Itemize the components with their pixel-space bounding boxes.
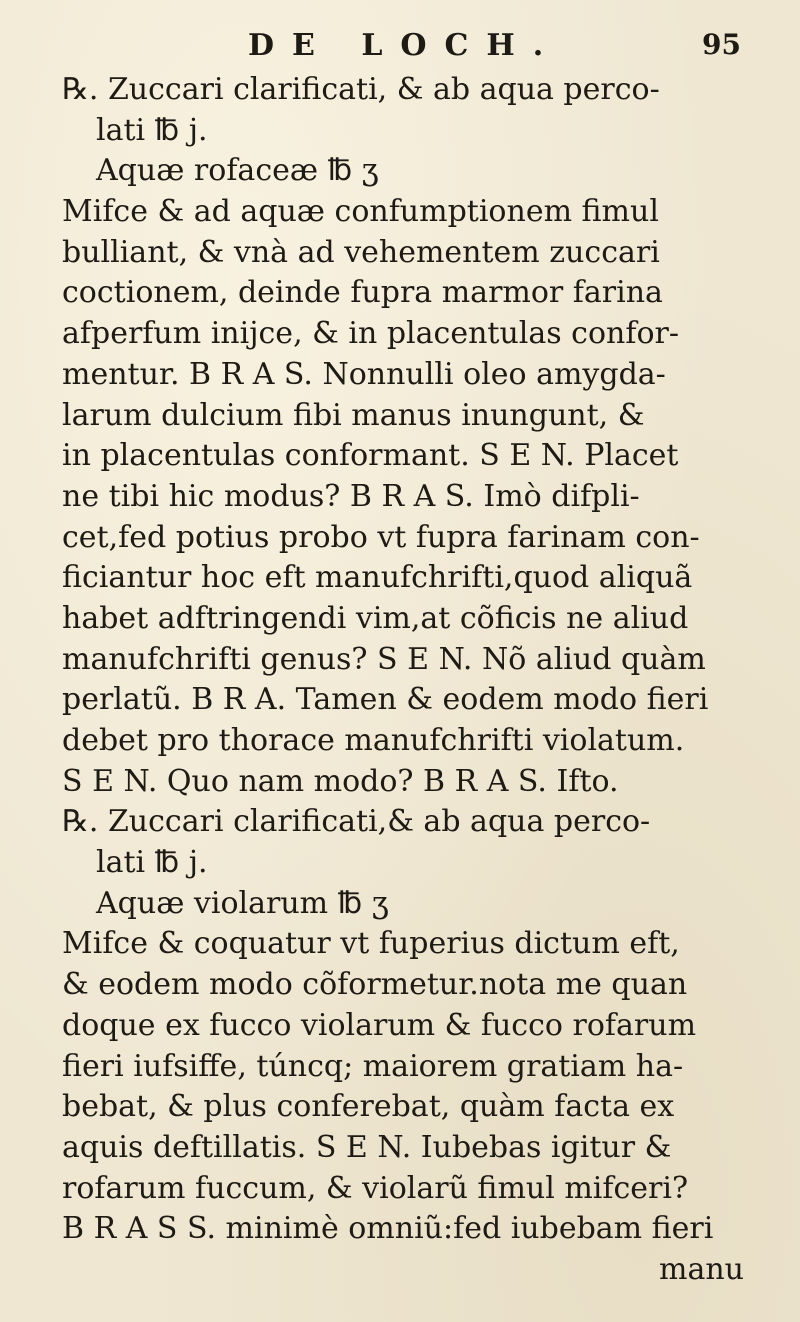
text-line: Aquæ violarum ℔ ʒ [96, 885, 389, 921]
text-line: aquis deftillatis. S E N. Iubebas igitur & [62, 1129, 672, 1165]
text-line: ficiantur hoc eft manufchrifti,quod aliquã [62, 560, 693, 596]
running-head [0, 28, 800, 68]
text-line: lati ℔ j. [96, 845, 208, 881]
text-line: Mifce & coquatur vt fuperius dictum eft, [62, 926, 680, 962]
text-line: debet pro thorace manufchrifti violatum. [62, 723, 685, 758]
text-line: habet adftringendi vim,at cõficis ne aliud [62, 600, 689, 636]
text-line: Aquæ rofaceæ ℔ ʒ [96, 153, 379, 189]
text-line: S E N. Quo nam modo? B R A S. Ifto. [62, 763, 619, 799]
body-text [62, 70, 774, 1291]
text-line: perlatũ. B R A. Tamen & eodem modo fieri [62, 682, 709, 718]
page-number: 95 [702, 28, 741, 61]
text-line: Mifce & ad aquæ confumptionem fimul [62, 194, 659, 230]
running-head-title: DE LOCH. [248, 28, 562, 63]
text-line: fieri iufsiffe, túncq; maiorem gratiam ha- [62, 1048, 684, 1084]
text-line: ne tibi hic modus? B R A S. Imò difpli- [62, 478, 640, 514]
text-line: B R A S S. minimè omniũ:fed iubebam fieri [62, 1211, 714, 1247]
text-line: in placentulas conformant. S E N. Placet [62, 438, 679, 474]
text-line: doque ex fucco violarum & fucco rofarum [62, 1007, 697, 1043]
text-line: ℞. Zuccari clarificati, & ab aqua perco- [62, 72, 660, 107]
text-line: larum dulcium fibi manus inungunt, & [62, 397, 645, 433]
text-line: lati ℔ j. [96, 112, 208, 148]
catchword: manu [659, 1251, 744, 1287]
text-line: bulliant, & vnà ad vehementem zuccari [62, 234, 660, 270]
text-line: afperfum inijce, & in placentulas confor- [62, 316, 680, 352]
text-line: cet,fed potius probo vt fupra farinam con- [62, 519, 700, 555]
text-line: coctionem, deinde fupra marmor farina [62, 275, 663, 311]
text-line: & eodem modo cõformetur.nota me quan [62, 967, 688, 1003]
text-line: ℞. Zuccari clarificati,& ab aqua perco- [62, 804, 651, 840]
text-line: rofarum fuccum, & violarũ fimul mifceri? [62, 1170, 689, 1206]
text-line: bebat, & plus conferebat, quàm facta ex [62, 1089, 675, 1125]
text-line: mentur. B R A S. Nonnulli oleo amygda- [62, 356, 666, 392]
text-line: manufchrifti genus? S E N. Nõ aliud quàm [62, 641, 706, 677]
